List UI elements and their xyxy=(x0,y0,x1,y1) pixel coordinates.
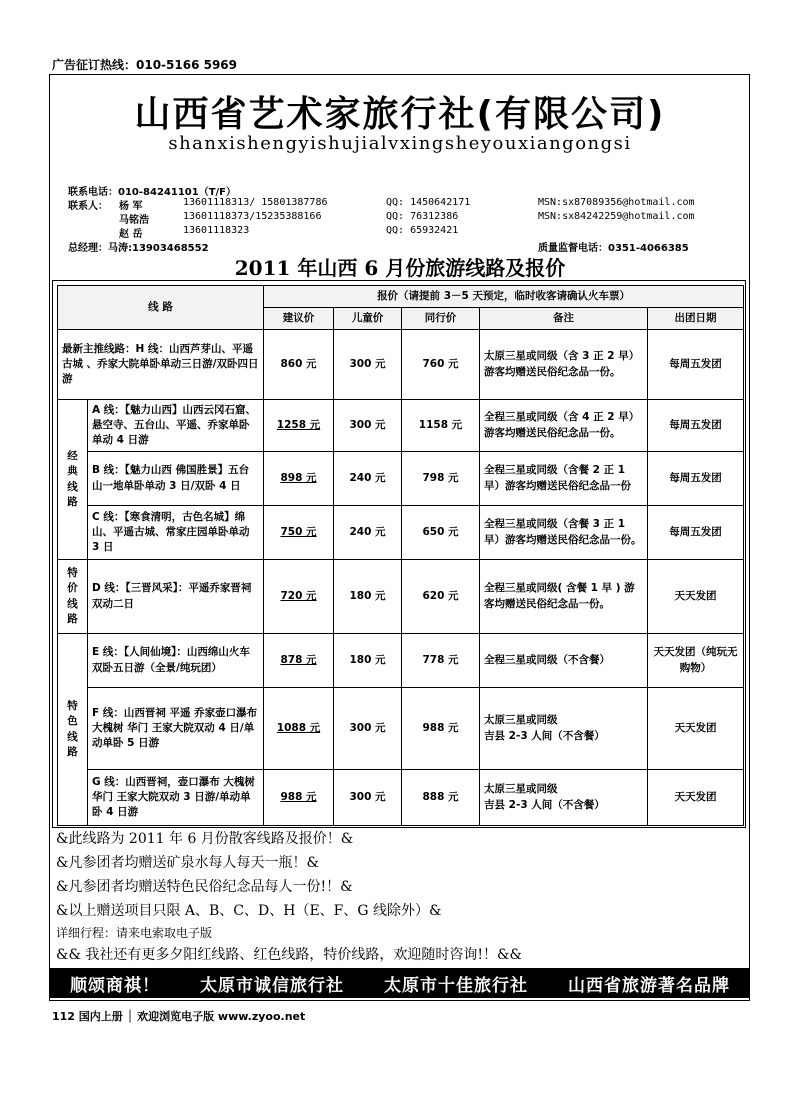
adult-price xyxy=(264,400,334,452)
table-row xyxy=(58,400,744,452)
route-cell: A 线：【魅力山西】山西云冈石窟、悬空寺、五台山、平遥、乔家单卧单动 4 日游 xyxy=(88,400,264,452)
peer-price: 1158 元 xyxy=(402,400,480,452)
route-cell: E 线：【人间仙境】：山西绵山火车双卧五日游（全景/纯玩团） xyxy=(88,634,264,688)
note-line-3: &凡参团者均赠送特色民俗纪念品每人一份!！& xyxy=(56,879,353,895)
departure-cell: 天天发团（纯玩无购物） xyxy=(648,634,744,688)
quality-phone: 质量监督电话：0351-4066385 xyxy=(538,243,689,254)
route-cell: F 线：山西晋祠 平遥 乔家壶口瀑布 大槐树 华门 王家大院双动 4 日/单动单卧 5 日游 xyxy=(88,688,264,770)
adult-price xyxy=(264,688,334,770)
note-line-4: &以上赠送项目只限 A、B、C、D、H（E、F、G 线除外）& xyxy=(56,903,442,919)
table-row xyxy=(58,560,744,634)
adult-price: 860 元 xyxy=(264,330,334,400)
adult-price-value: 720 元 xyxy=(280,589,317,602)
header-peer-price: 同行价 xyxy=(402,308,480,330)
note-cell: 全程三星或同级（含 4 正 2 早）游客均赠送民俗纪念品一份。 xyxy=(480,400,648,452)
adult-price-value: 898 元 xyxy=(280,471,317,484)
route-cell: D 线：【三晋风采】：平遥乔家晋祠双动二日 xyxy=(88,560,264,634)
adult-price xyxy=(264,452,334,506)
price-table-frame xyxy=(52,280,746,828)
child-price: 240 元 xyxy=(334,452,402,506)
category-featured: 特 色 线 路 xyxy=(58,634,88,826)
note-cell: 全程三星或同级（含餐 3 正 1 早）游客均赠送民俗纪念品一份。 xyxy=(480,506,648,560)
child-price: 180 元 xyxy=(334,634,402,688)
adult-price-value: 878 元 xyxy=(280,653,317,666)
contact-msn-1: MSN:sx87089356@hotmail.com xyxy=(538,197,695,208)
peer-price: 988 元 xyxy=(402,688,480,770)
price-table xyxy=(57,285,744,826)
child-price: 180 元 xyxy=(334,560,402,634)
table-row xyxy=(58,452,744,506)
header-departure: 出团日期 xyxy=(648,308,744,330)
departure-cell: 天天发团 xyxy=(648,688,744,770)
child-price: 300 元 xyxy=(334,400,402,452)
category-special-price: 特 价 线 路 xyxy=(58,560,88,634)
header-price: 报价（请提前 3－5 天预定，临时收客请确认火车票） xyxy=(264,286,744,308)
header-route: 线 路 xyxy=(58,286,264,330)
contact-tel-2: 13601118373/15235388166 xyxy=(183,211,322,222)
adult-price-value: 1088 元 xyxy=(276,721,321,734)
peer-price: 650 元 xyxy=(402,506,480,560)
contact-msn-2: MSN:sx84242259@hotmail.com xyxy=(538,211,695,222)
header-child-price: 儿童价 xyxy=(334,308,402,330)
adult-price-value: 1258 元 xyxy=(276,418,321,431)
note-cell: 全程三星或同级( 含餐 1 早 ) 游客均赠送民俗纪念品一份。 xyxy=(480,560,648,634)
note-line-5: 详细行程：请来电索取电子版 xyxy=(56,926,213,940)
departure-cell: 每周五发团 xyxy=(648,452,744,506)
adult-price xyxy=(264,560,334,634)
contact-person-label: 联系人： xyxy=(68,201,108,212)
general-manager: 总经理：马涛:13903468552 xyxy=(68,243,209,254)
company-name: 山西省艺术家旅行社(有限公司) xyxy=(134,94,666,135)
banner-item-4: 山西省旅游著名品牌 xyxy=(568,975,730,996)
table-row xyxy=(58,688,744,770)
departure-cell: 每周五发团 xyxy=(648,400,744,452)
departure-cell: 天天发团 xyxy=(648,770,744,826)
contact-qq-2: QQ: 76312386 xyxy=(386,211,459,222)
slogan-banner xyxy=(50,968,750,998)
contact-phone: 联系电话：010-84241101（T/F） xyxy=(68,187,236,198)
contact-tel-1: 13601118313/ 15801387786 xyxy=(183,197,328,208)
route-cell: G 线：山西晋祠，壶口瀑布 大槐树 华门 王家大院双动 3 日游/单动单卧 4 日游 xyxy=(88,770,264,826)
peer-price: 798 元 xyxy=(402,452,480,506)
adult-price xyxy=(264,506,334,560)
banner-item-3: 太原市十佳旅行社 xyxy=(384,975,528,996)
departure-cell: 天天发团 xyxy=(648,560,744,634)
child-price: 240 元 xyxy=(334,506,402,560)
adult-price xyxy=(264,634,334,688)
header-adult-price: 建议价 xyxy=(264,308,334,330)
adult-price xyxy=(264,770,334,826)
route-cell: B 线：【魅力山西 佛国胜景】五台山一地单卧单动 3 日/双卧 4 日 xyxy=(88,452,264,506)
adult-price-value: 988 元 xyxy=(280,790,317,803)
header-note: 备注 xyxy=(480,308,648,330)
child-price: 300 元 xyxy=(334,688,402,770)
child-price: 300 元 xyxy=(334,330,402,400)
table-row xyxy=(58,770,744,826)
document-title: 2011 年山西 6 月份旅游线路及报价 xyxy=(234,256,566,280)
note-line-6: && 我社还有更多夕阳红线路、红色线路，特价线路，欢迎随时咨询!！&& xyxy=(56,947,522,963)
contact-name-3: 赵 岳 xyxy=(119,229,143,240)
child-price: 300 元 xyxy=(334,770,402,826)
peer-price: 888 元 xyxy=(402,770,480,826)
contact-qq-3: QQ: 65932421 xyxy=(386,225,459,236)
note-cell: 全程三星或同级（不含餐） xyxy=(480,634,648,688)
contact-tel-3: 13601118323 xyxy=(183,225,250,236)
note-cell: 太原三星或同级 吉县 2-3 人间（不含餐） xyxy=(480,770,648,826)
ad-hotline: 广告征订热线：010-5166 5969 xyxy=(52,58,238,72)
table-row xyxy=(58,634,744,688)
banner-item-1: 顺颂商祺！ xyxy=(70,975,160,996)
departure-cell: 每周五发团 xyxy=(648,330,744,400)
page-footer: 112 国内上册 │ 欢迎浏览电子版 www.zyoo.net xyxy=(52,1010,306,1023)
category-classic: 经 典 线 路 xyxy=(58,400,88,560)
peer-price: 620 元 xyxy=(402,560,480,634)
contact-qq-1: QQ: 1450642171 xyxy=(386,197,471,208)
note-cell: 太原三星或同级 吉县 2-3 人间（不含餐） xyxy=(480,688,648,770)
peer-price: 778 元 xyxy=(402,634,480,688)
banner-item-2: 太原市诚信旅行社 xyxy=(200,975,344,996)
departure-cell: 每周五发团 xyxy=(648,506,744,560)
table-row xyxy=(58,330,744,400)
contact-name-1: 杨 军 xyxy=(119,201,143,212)
route-cell: C 线：【寒食清明，古色名城】绵山、平遥古城、常家庄园单卧单动 3 日 xyxy=(88,506,264,560)
adult-price-value: 750 元 xyxy=(280,525,317,538)
peer-price: 760 元 xyxy=(402,330,480,400)
note-cell: 全程三星或同级（含餐 2 正 1 早）游客均赠送民俗纪念品一份 xyxy=(480,452,648,506)
contact-name-2: 马铭浩 xyxy=(119,215,149,226)
table-row xyxy=(58,506,744,560)
note-line-1: &此线路为 2011 年 6 月份散客线路及报价！& xyxy=(56,831,354,847)
route-cell: 最新主推线路：H 线：山西芦芽山、平遥古城 、乔家大院单卧单动三日游/双卧四日游 xyxy=(58,330,264,400)
note-cell: 太原三星或同级（含 3 正 2 早）游客均赠送民俗纪念品一份。 xyxy=(480,330,648,400)
company-pinyin: shanxishengyishujialvxingsheyouxiangongsi xyxy=(168,133,632,154)
note-line-2: &凡参团者均赠送矿泉水每人每天一瓶！& xyxy=(56,855,319,871)
